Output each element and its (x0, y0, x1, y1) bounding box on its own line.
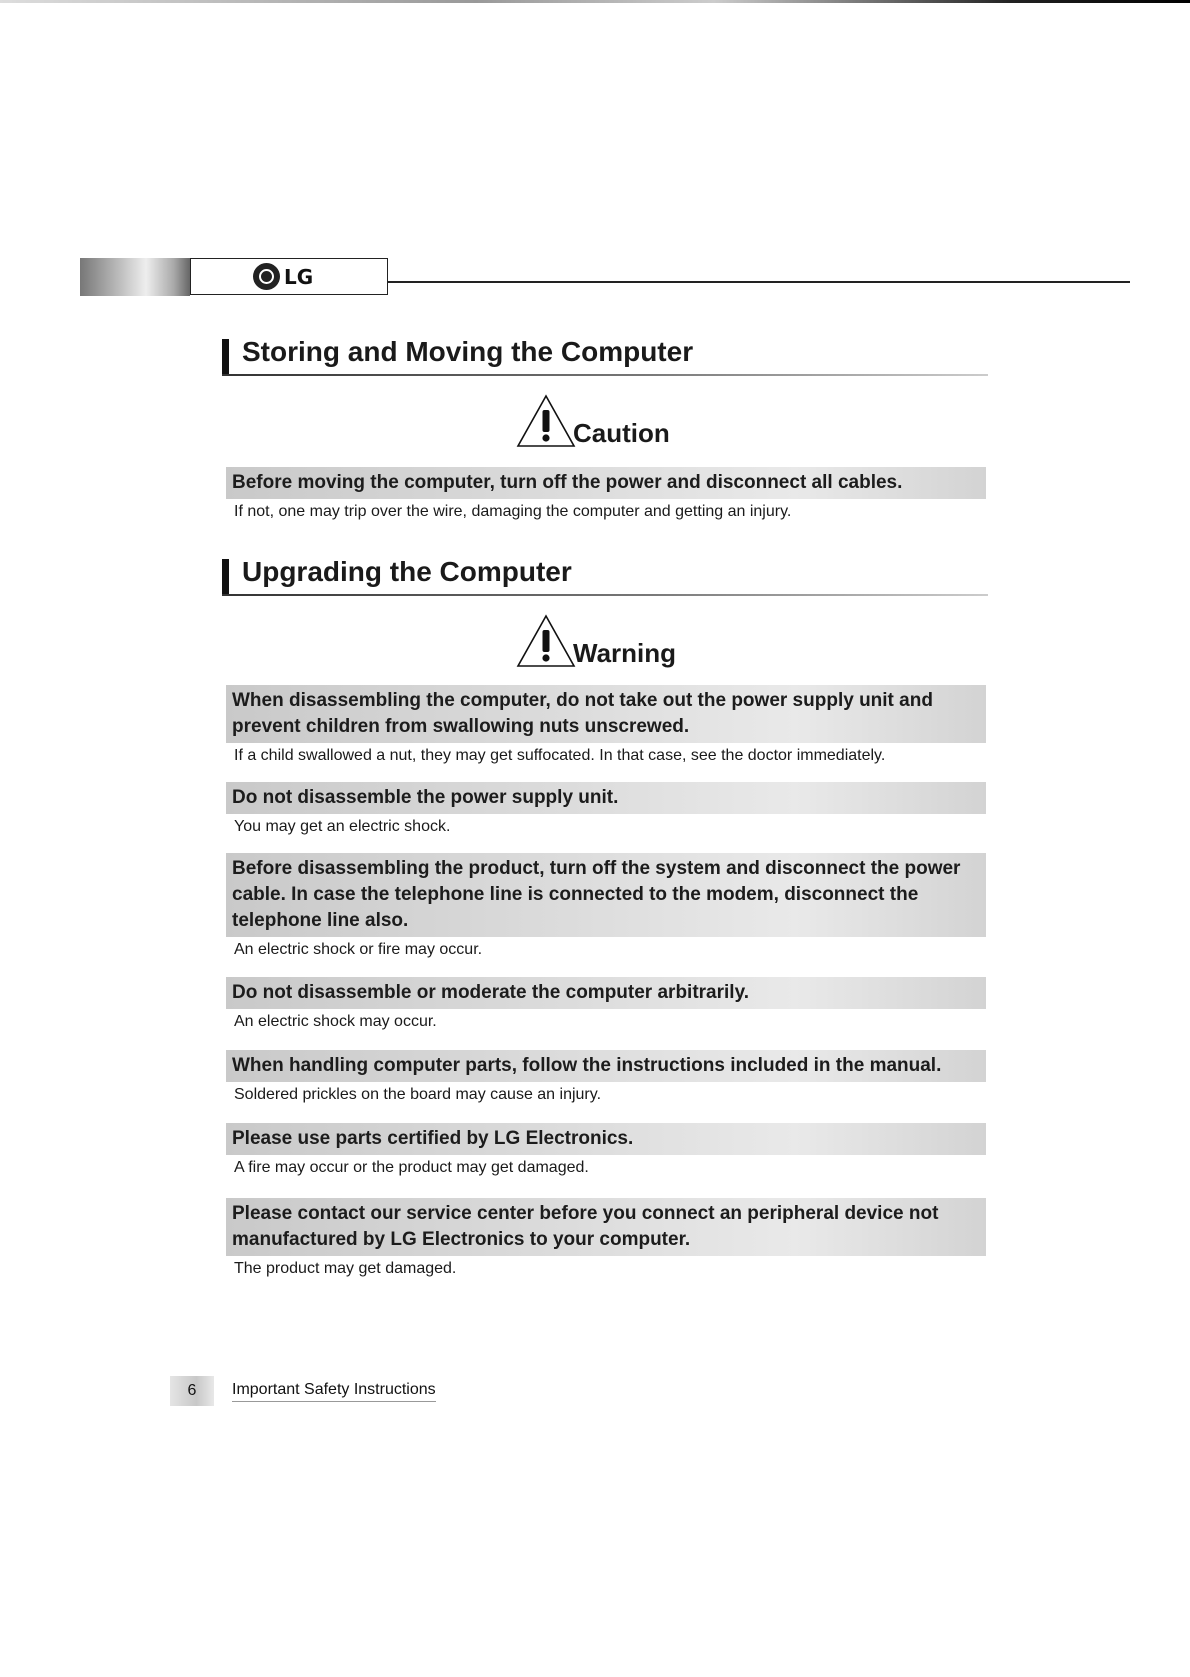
warning-alert (0, 613, 1190, 669)
item-heading-box (226, 1123, 986, 1155)
warning-item-6 (226, 1123, 986, 1179)
item-description: If not, one may trip over the wire, damaging the computer and getting an injury. (234, 503, 792, 520)
lg-logo (253, 263, 313, 290)
item-heading: Please use parts certified by LG Electronics. (232, 1128, 634, 1149)
item-heading-box (226, 853, 986, 937)
caution-item-1 (226, 467, 986, 523)
item-heading: Do not disassemble the power supply unit. (232, 787, 619, 808)
caution-alert (0, 393, 1190, 449)
item-heading: Before moving the computer, turn off the power and disconnect all cables. (232, 472, 903, 493)
item-heading-box (226, 782, 986, 814)
item-description: An electric shock or fire may occur. (234, 941, 483, 958)
lg-logo-icon (253, 263, 280, 290)
warning-item-5 (226, 1050, 986, 1106)
header-rule (388, 281, 1130, 283)
item-heading: When handling computer parts, follow the instructions included in the manual. (232, 1055, 942, 1076)
item-heading-box (226, 977, 986, 1009)
warning-triangle-icon (515, 613, 577, 669)
caution-label: Caution (573, 418, 670, 448)
item-description: If a child swallowed a nut, they may get suffocated. In that case, see the doctor immediately. (234, 747, 886, 764)
warning-item-2 (226, 782, 986, 838)
section-title-storing (222, 336, 988, 376)
section-title-text: Upgrading the Computer (242, 556, 572, 587)
top-edge-line (0, 0, 1190, 3)
warning-label: Warning (573, 638, 677, 668)
item-description: You may get an electric shock. (234, 818, 451, 835)
warning-item-7 (226, 1198, 986, 1280)
item-description: The product may get damaged. (234, 1260, 457, 1277)
item-heading: Before disassembling the product, turn off the system and disconnect the power cable. In case the telephone line is connected to the modem, disconnect the telephone line also. (232, 858, 961, 931)
section-underline (222, 374, 988, 376)
footer-title: Important Safety Instructions (232, 1381, 436, 1402)
caution-triangle-icon (515, 393, 577, 449)
logo-box (190, 258, 388, 295)
warning-item-3 (226, 853, 986, 961)
item-heading-box (226, 1198, 986, 1256)
item-description: A fire may occur or the product may get damaged. (234, 1159, 589, 1176)
section-title-upgrading (222, 556, 988, 596)
section-marker (222, 559, 229, 595)
warning-item-4 (226, 977, 986, 1033)
item-description: An electric shock may occur. (234, 1013, 437, 1030)
header-gradient-bar (80, 258, 190, 296)
page-footer (170, 1376, 436, 1406)
item-heading: Please contact our service center before you connect an peripheral device not manufactured by LG Electronics to your computer. (232, 1203, 939, 1250)
item-heading-box (226, 685, 986, 743)
item-description: Soldered prickles on the board may cause an injury. (234, 1086, 602, 1103)
page-number: 6 (170, 1376, 214, 1406)
item-heading-box (226, 467, 986, 499)
logo-text: LG (284, 264, 314, 289)
section-marker (222, 339, 229, 375)
section-title-text: Storing and Moving the Computer (242, 336, 694, 367)
item-heading: Do not disassemble or moderate the computer arbitrarily. (232, 982, 749, 1003)
item-heading: When disassembling the computer, do not take out the power supply unit and prevent children from swallowing nuts unscrewed. (232, 690, 933, 737)
warning-item-1 (226, 685, 986, 767)
section-underline (222, 594, 988, 596)
item-heading-box (226, 1050, 986, 1082)
